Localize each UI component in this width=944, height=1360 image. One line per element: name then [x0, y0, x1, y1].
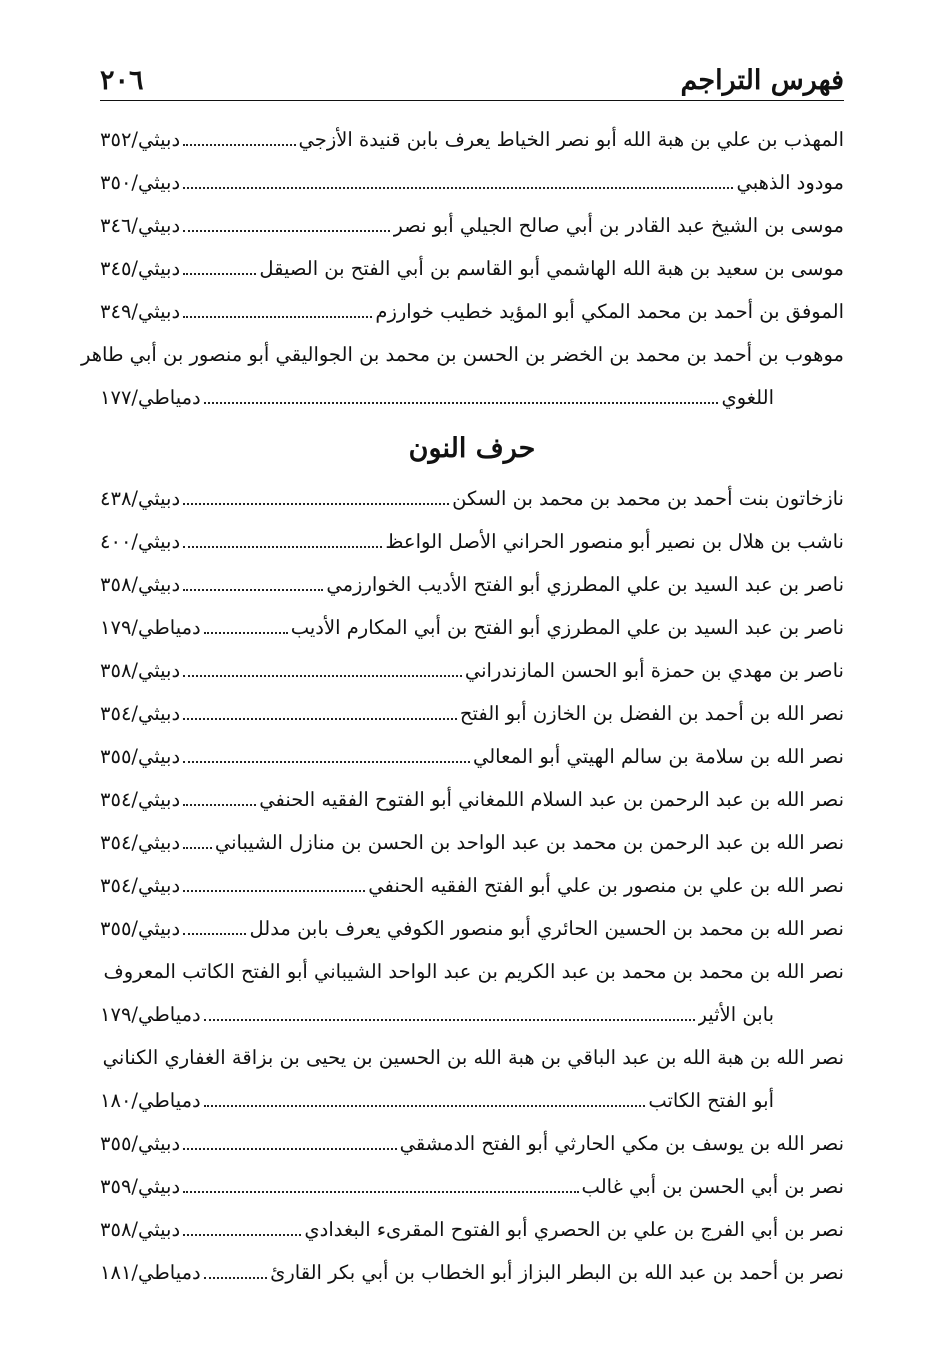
- entry-ref: دبيثي/٣٥٥: [100, 745, 181, 768]
- leader-dots: [183, 792, 256, 806]
- leader-dots: [183, 749, 470, 763]
- entry-ref: دبيثي/٣٥٨: [100, 573, 181, 596]
- page-number: ٢٠٦: [100, 65, 144, 96]
- entry-ref: دمياطي/١٧٧: [100, 386, 201, 409]
- index-entry: [100, 204, 844, 247]
- entry-name-line1: نصر الله بن هبة الله بن عبد الباقي بن هبة الله بن الحسين بن يحيى بن بزاقة الغفاري الكناني: [102, 1046, 844, 1069]
- entry-ref: دبيثي/٣٤٥: [100, 257, 181, 280]
- entry-name: نصر بن أحمد بن عبد الله بن البطر البزاز أبو الخطاب بن أبي بكر القارئ: [270, 1261, 844, 1284]
- leader-dots: [183, 1222, 301, 1236]
- leader-dots: [183, 835, 212, 849]
- leader-dots: [183, 577, 323, 591]
- entry-name: الموفق بن أحمد بن محمد المكي أبو المؤيد خطيب خوارزم: [375, 300, 844, 323]
- entry-ref: دبيثي/٣٤٦: [100, 214, 181, 237]
- leader-dots: [183, 218, 390, 232]
- index-entry: [100, 692, 844, 735]
- entry-name: ناصر بن مهدي بن حمزة أبو الحسن المازندراني: [464, 659, 844, 682]
- entry-ref: دبيثي/٣٥٢: [100, 128, 181, 151]
- entry-ref: دمياطي/١٨٠: [100, 1089, 201, 1112]
- entry-name: المهذب بن علي بن هبة الله أبو نصر الخياط يعرف بابن قنيدة الأزجي: [298, 128, 844, 151]
- index-entry: [100, 1208, 844, 1251]
- entry-name-line1: نصر الله بن محمد بن محمد بن عبد الكريم بن عبد الواحد الشيباني أبو الفتح الكاتب المعروف: [103, 960, 844, 983]
- entry-ref: دمياطي/١٧٩: [100, 1003, 201, 1026]
- leader-dots: [204, 1093, 646, 1107]
- entry-name: موسى بن سعيد بن هبة الله الهاشمي أبو القاسم بن أبي الفتح بن الصيقل: [259, 257, 844, 280]
- leader-dots: [204, 620, 288, 634]
- entry-ref: دبيثي/٣٥٨: [100, 659, 181, 682]
- index-entry: [100, 1165, 844, 1208]
- leader-dots: [204, 390, 719, 404]
- leader-dots: [183, 261, 256, 275]
- index-entry: [100, 161, 844, 204]
- entry-name-line1: موهوب بن أحمد بن محمد بن الخضر بن الحسن بن محمد بن الجواليقي أبو منصور بن أبي طاهر: [80, 343, 844, 366]
- index-entry: [100, 563, 844, 606]
- leader-dots: [183, 921, 246, 935]
- index-entry: [100, 520, 844, 563]
- index-entry-multiline: [100, 1036, 844, 1122]
- entry-ref: دبيثي/٣٥٤: [100, 788, 181, 811]
- entry-name-line2: اللغوي: [721, 386, 774, 409]
- entry-ref: دمياطي/١٧٩: [100, 616, 201, 639]
- leader-dots: [183, 1179, 578, 1193]
- entry-ref: دبيثي/٣٥٨: [100, 1218, 181, 1241]
- leader-dots: [183, 878, 365, 892]
- entry-name-line2: بابن الأثير: [697, 1003, 774, 1026]
- leader-dots: [204, 1007, 695, 1021]
- section-heading: حرف النون: [408, 433, 536, 464]
- running-title: فهرس التراجم: [680, 65, 844, 96]
- entry-name: نصر الله بن محمد بن الحسين الحائري أبو منصور الكوفي يعرف بابن مدلل: [249, 917, 844, 940]
- index-entry: [100, 649, 844, 692]
- entry-ref: دبيثي/٤٠٠: [100, 530, 181, 553]
- index-entry: [100, 606, 844, 649]
- entry-name: موسى بن الشيخ عبد القادر بن أبي صالح الجيلي أبو نصر: [393, 214, 844, 237]
- entry-name: نصر بن أبي الفرج بن علي بن الحصري أبو الفتوح المقرىء البغدادي: [304, 1218, 844, 1241]
- entry-ref: دبيثي/٣٥٠: [100, 171, 181, 194]
- index-entry: [100, 735, 844, 778]
- entry-name: نصر الله بن أحمد بن الفضل بن الخازن أبو الفتح: [459, 702, 844, 725]
- entry-name: نصر الله بن عبد الرحمن بن محمد بن عبد الواحد بن الحسن بن منازل الشيباني: [214, 831, 844, 854]
- leader-dots: [183, 663, 462, 677]
- entry-name: نصر الله بن يوسف بن مكي الحارثي أبو الفتح الدمشقي: [399, 1132, 844, 1155]
- leader-dots: [204, 1265, 267, 1279]
- leader-dots: [183, 1136, 397, 1150]
- index-entry: [100, 1122, 844, 1165]
- leader-dots: [183, 491, 449, 505]
- entry-name-line2: أبو الفتح الكاتب: [648, 1089, 774, 1112]
- index-entry: [100, 247, 844, 290]
- entry-ref: دبيثي/٣٥٥: [100, 1132, 181, 1155]
- leader-dots: [183, 534, 382, 548]
- entry-name: ناشب بن هلال بن نصير أبو منصور الحراني الأصل الواعظ: [385, 530, 844, 553]
- entry-ref: دبيثي/٣٤٩: [100, 300, 181, 323]
- entry-ref: دبيثي/٣٥٩: [100, 1175, 181, 1198]
- index-entry: [100, 290, 844, 333]
- index-entry-multiline: [100, 950, 844, 1036]
- entry-name: نصر بن أبي الحسن بن أبي غالب: [581, 1175, 844, 1198]
- entry-name: نصر الله بن علي بن منصور بن علي أبو الفتح الفقيه الحنفي: [368, 874, 844, 897]
- entry-ref: دبيثي/٣٥٤: [100, 874, 181, 897]
- index-entry: [100, 821, 844, 864]
- entry-name: مودود الذهبي: [736, 171, 844, 194]
- entry-ref: دبيثي/٣٥٤: [100, 831, 181, 854]
- index-entry-multiline: [80, 333, 844, 419]
- index-entry: [100, 1251, 844, 1294]
- leader-dots: [183, 706, 457, 720]
- entry-name: نصر الله بن سلامة بن سالم الهيتي أبو المعالي: [472, 745, 844, 768]
- entry-ref: دبيثي/٣٥٤: [100, 702, 181, 725]
- entry-name: ناصر بن عبد السيد بن علي المطرزي أبو الفتح الأديب الخوارزمي: [326, 573, 844, 596]
- leader-dots: [183, 132, 295, 146]
- entry-ref: دبيثي/٣٥٥: [100, 917, 181, 940]
- index-entry: [100, 118, 844, 161]
- index-entry: [100, 907, 844, 950]
- index-content: [80, 118, 844, 1294]
- entry-name: نازخاتون بنت أحمد بن محمد بن محمد بن السكن: [452, 487, 844, 510]
- index-entry: [100, 864, 844, 907]
- entry-ref: دبيثي/٤٣٨: [100, 487, 181, 510]
- leader-dots: [183, 304, 372, 318]
- entry-ref: دمياطي/١٨١: [100, 1261, 201, 1284]
- entry-name: نصر الله بن عبد الرحمن بن عبد السلام اللمغاني أبو الفتوح الفقيه الحنفي: [259, 788, 844, 811]
- index-entry: [100, 477, 844, 520]
- leader-dots: [183, 175, 733, 189]
- index-entry: [100, 778, 844, 821]
- page-header: [100, 52, 844, 101]
- entry-name: ناصر بن عبد السيد بن علي المطرزي أبو الفتح بن أبي المكارم الأديب: [290, 616, 844, 639]
